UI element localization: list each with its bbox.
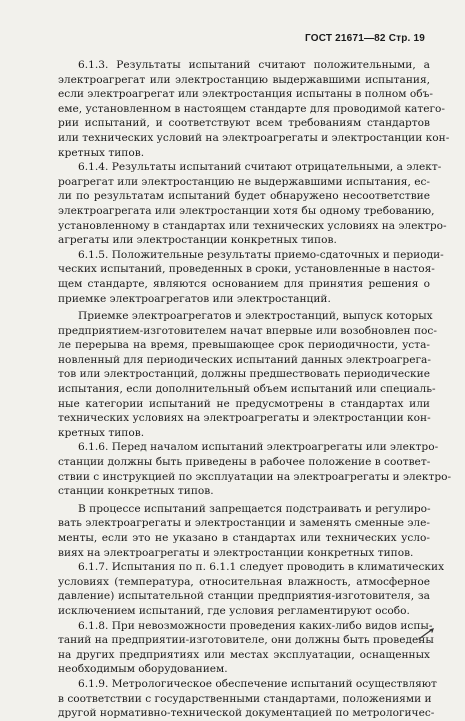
- text-line: ческих испытаний, проведенных в сроки, установленные в настоя-: [58, 263, 435, 276]
- text-line: новленный для периодических испытаний данных электроагрега-: [58, 353, 431, 366]
- text-line: 6.1.4. Результаты испытаний считают отрицательными, а элект-: [78, 161, 442, 174]
- text-line: ли по результатам испытаний будет обнаружено несоответствие: [58, 190, 430, 203]
- text-line: вать электроагрегаты и электростанции и заменять сменные эле-: [58, 517, 430, 530]
- text-line: или технических условий на электроагрегаты и электростанции кон-: [58, 131, 450, 144]
- pen-mark-icon: [417, 627, 435, 641]
- text-line: приемке электроагрегатов или электростанций.: [58, 292, 331, 305]
- text-line: щем стандарте, являются основанием для принятия решения о: [58, 277, 430, 290]
- text-line: тов или электростанций, должны предшествовать периодические: [58, 368, 430, 381]
- text-line: 6.1.5. Положительные результаты приемо-сдаточных и периоди-: [78, 248, 444, 261]
- body-text: [58, 58, 452, 721]
- text-line: рии испытаний, и соответствуют всем требованиям стандартов: [58, 117, 430, 130]
- text-line: предприятием-изготовителем начат впервые или возобновлен пос-: [58, 324, 437, 337]
- text-line: 6.1.3. Результаты испытаний считают положительными, а: [78, 59, 430, 71]
- text-line: необходимым оборудованием.: [58, 663, 228, 676]
- text-line: станции конкретных типов.: [58, 485, 214, 498]
- text-line: технических условиях на электроагрегаты и электростанции кон-: [58, 412, 431, 425]
- text-line: испытания, если дополнительный объем испытаний или специаль-: [58, 383, 436, 396]
- text-line: 6.1.7. Испытания по п. 6.1.1 следует проводить в климатических: [78, 561, 445, 574]
- standard-number: ГОСТ 21671—82: [304, 33, 386, 44]
- text-line: установленному в стандартах или технических условиях на электро-: [58, 219, 447, 232]
- page-header: [305, 33, 425, 44]
- text-line: условиях (температура, относительная влажность, атмосферное: [58, 575, 430, 588]
- text-line: другой нормативно-технической документацией по метрологичес-: [58, 707, 435, 720]
- text-line: роагрегат или электростанцию не выдержавшими испытания, ес-: [58, 175, 430, 188]
- text-line: еме, установленном в настоящем стандарте для проводимой катего-: [58, 102, 446, 115]
- text-line: В процессе испытаний запрещается подстраивать и регулиро-: [78, 502, 431, 515]
- text-line: станции должны быть приведены в рабочее положение в соответ-: [58, 456, 431, 469]
- text-line: электроагрегата или электростанции хотя бы одному требованию,: [58, 204, 435, 217]
- text-line: Приемке электроагрегатов и электростанций, выпуск которых: [78, 310, 433, 323]
- text-line: на других предприятиях или местах эксплуатации, оснащенных: [58, 648, 430, 661]
- page-number: Стр. 19: [388, 33, 425, 44]
- text-line: кретных типов.: [58, 146, 145, 159]
- text-line: в соответствии с государственными стандартами, положениями и: [58, 692, 432, 705]
- text-line: 6.1.6. Перед началом испытаний электроагрегаты или электро-: [78, 441, 439, 454]
- text-line: давление) испытательной станции предприятия-изготовителя, за: [58, 590, 430, 603]
- text-line: 6.1.9. Метрологическое обеспечение испытаний осуществляют: [78, 677, 437, 690]
- text-line: ле перерыва на время, превышающее срок периодичности, уста-: [58, 339, 430, 352]
- text-line: виях на электроагрегаты и электростанции конкретных типов.: [58, 546, 414, 559]
- text-line: ствии с инструкцией по эксплуатации на электроагрегаты и электро-: [58, 470, 452, 483]
- text-line: если электроагрегат или электростанция испытаны в полном объ-: [58, 88, 433, 101]
- text-line: исключением испытаний, где условия регламентируют особо.: [58, 604, 410, 617]
- text-line: электроагрегат или электростанцию выдержавшими испытания,: [58, 73, 430, 86]
- text-line: агрегаты или электростанции конкретных типов.: [58, 234, 337, 247]
- text-line: ные категории испытаний не предусмотрены в стандартах или: [58, 397, 430, 410]
- text-line: кретных типов.: [58, 426, 145, 439]
- text-line: таний на предприятии-изготовителе, они должны быть проведены: [58, 634, 434, 647]
- text-line: 6.1.8. При невозможности проведения каких-либо видов испы-: [78, 619, 433, 632]
- text-line: менты, если это не указано в стандартах или технических усло-: [58, 532, 430, 544]
